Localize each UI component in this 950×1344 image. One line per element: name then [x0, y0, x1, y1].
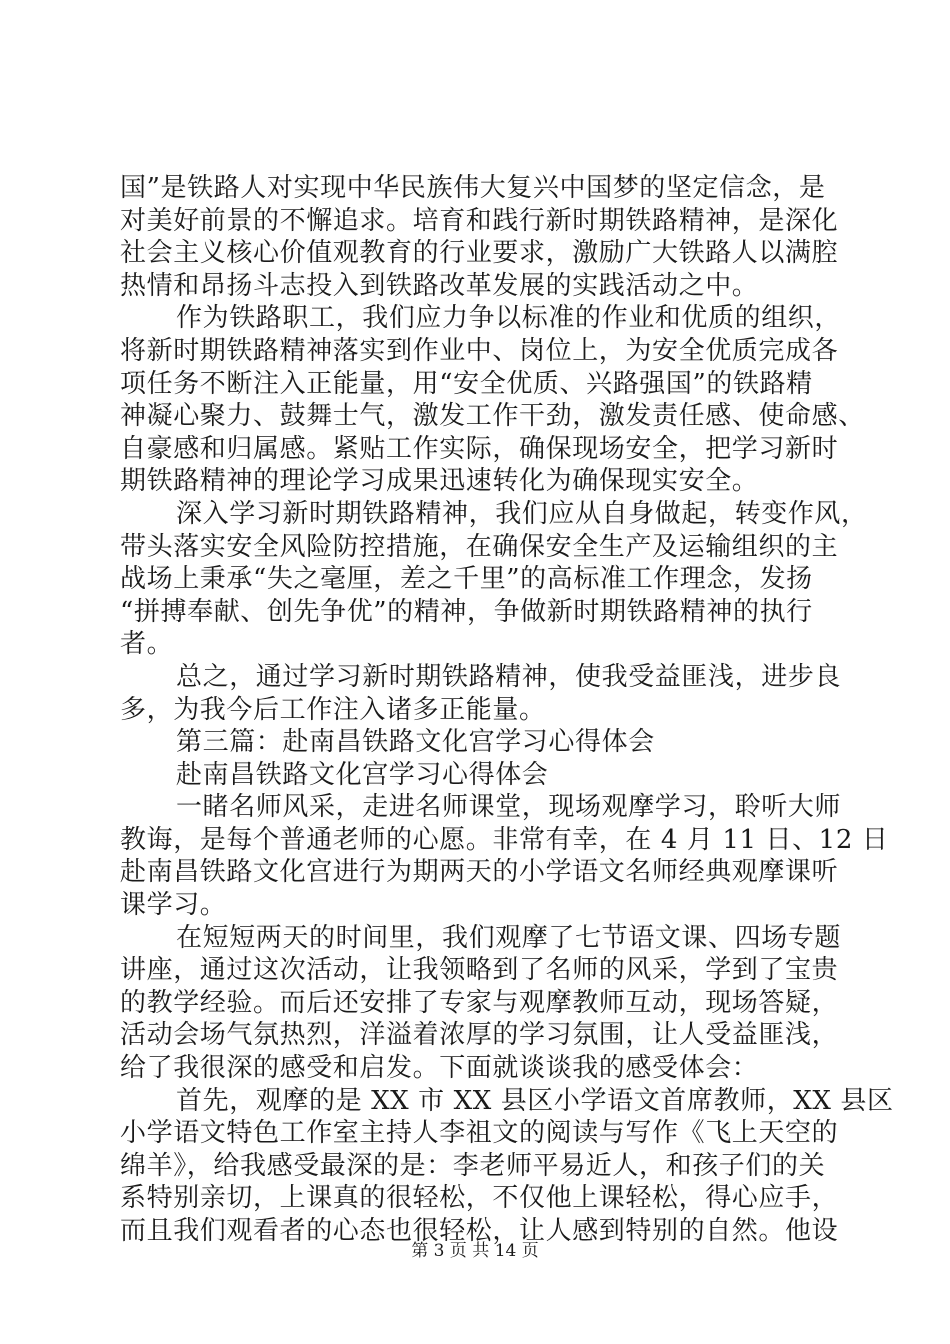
- text-line: 赴南昌铁路文化宫学习心得体会: [176, 759, 549, 790]
- text-line: 战场上秉承“失之毫厘，差之千里”的高标准工作理念，发扬: [120, 564, 813, 595]
- text-line: 的教学经验。而后还安排了专家与观摩教师互动，现场答疑，: [120, 987, 839, 1018]
- text-line: 而且我们观看者的心态也很轻松，让人感到特别的自然。他设: [120, 1216, 839, 1246]
- text-line: 总之，通过学习新时期铁路精神，使我受益匪浅，进步良: [176, 661, 842, 692]
- document-body: [120, 172, 894, 1248]
- text-line: 作为铁路职工，我们应力争以标准的作业和优质的组织，: [176, 303, 842, 334]
- text-line: “拼搏奉献、创先争优”的精神，争做新时期铁路精神的执行: [120, 596, 813, 627]
- text-line: 活动会场气氛热烈，洋溢着浓厚的学习氛围，让人受益匪浅，: [120, 1020, 839, 1051]
- text-line: 热情和昂扬斗志投入到铁路改革发展的实践活动之中。: [120, 270, 759, 301]
- text-line: 项任务不断注入正能量，用“安全优质、兴路强国”的铁路精: [120, 368, 813, 399]
- text-line: 一睹名师风采，走进名师课堂，现场观摩学习，聆听大师: [176, 792, 842, 823]
- text-line: 给了我很深的感受和启发。下面就谈谈我的感受体会：: [120, 1053, 759, 1084]
- text-line: 国”是铁路人对实现中华民族伟大复兴中国梦的坚定信念，是: [120, 173, 826, 203]
- text-line: 课学习。: [120, 890, 227, 921]
- text-line: 自豪感和归属感。紧贴工作实际，确保现场安全，把学习新时: [120, 433, 839, 464]
- text-line: 讲座，通过这次活动，让我领略到了名师的风采，学到了宝贵: [120, 955, 839, 986]
- text-line: 首先，观摩的是 XX 市 XX 县区小学语文首席教师，XX 县区: [176, 1085, 894, 1116]
- text-line: 小学语文特色工作室主持人李祖文的阅读与写作《飞上天空的: [120, 1118, 839, 1149]
- text-line: 教诲，是每个普通老师的心愿。非常有幸，在 4 月 11 日、12 日: [120, 824, 889, 855]
- page-footer: 第 3 页 共 14 页: [411, 1241, 539, 1261]
- text-line: 在短短两天的时间里，我们观摩了七节语文课、四场专题: [176, 922, 842, 953]
- text-line: 将新时期铁路精神落实到作业中、岗位上，为安全优质完成各: [120, 335, 839, 366]
- text-line: 第三篇：赴南昌铁路文化宫学习心得体会: [176, 727, 655, 758]
- text-line: 绵羊》，给我感受最深的是：李老师平易近人，和孩子们的关: [120, 1150, 826, 1181]
- text-line: 社会主义核心价值观教育的行业要求，激励广大铁路人以满腔: [120, 238, 839, 269]
- text-line: 带头落实安全风险防控措施，在确保安全生产及运输组织的主: [120, 531, 839, 562]
- text-line: 赴南昌铁路文化宫进行为期两天的小学语文名师经典观摩课听: [120, 857, 839, 888]
- text-line: 对美好前景的不懈追求。培育和践行新时期铁路精神，是深化: [120, 205, 839, 236]
- text-line: 者。: [120, 629, 174, 660]
- text-line: 系特别亲切，上课真的很轻松，不仅他上课轻松，得心应手，: [120, 1183, 839, 1214]
- text-line: 深入学习新时期铁路精神，我们应从自身做起，转变作风，: [176, 498, 868, 529]
- text-line: 期铁路精神的理论学习成果迅速转化为确保现实安全。: [120, 466, 759, 497]
- text-line: 多，为我今后工作注入诸多正能量。: [120, 694, 546, 725]
- text-line: 神凝心聚力、鼓舞士气，激发工作干劲，激发责任感、使命感、: [120, 401, 865, 432]
